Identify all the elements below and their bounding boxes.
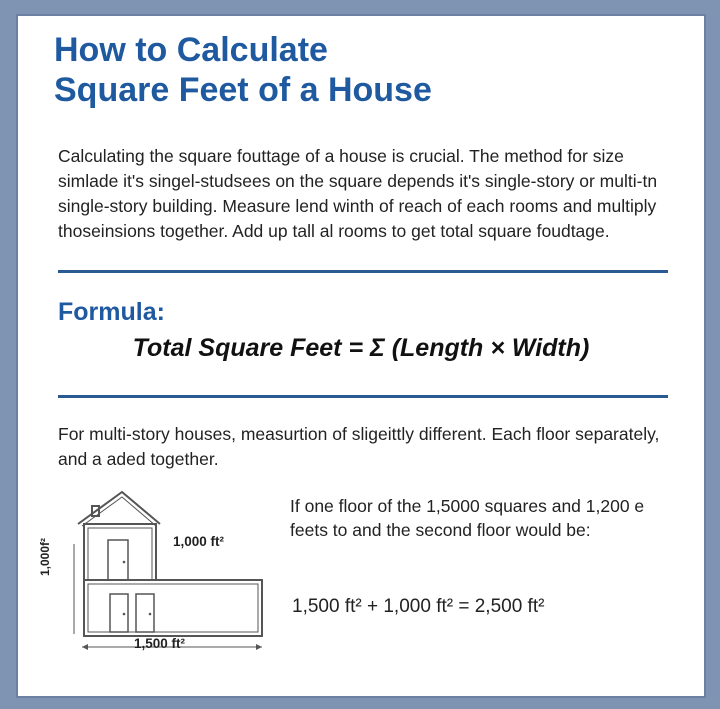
divider-bottom <box>58 395 668 398</box>
intro-paragraph: Calculating the square fouttage of a house is crucial. The method for size simlade it's singel-studsees on the square depends it's single-story or multi-tn single-story building. Measure lend winth of reach of each rooms and multiply thoseinsions together. Add up tall al rooms to get total square foudtage. <box>58 146 658 241</box>
example-equation: 1,500 ft² + 1,000 ft² = 2,500 ft² <box>292 596 545 617</box>
example-paragraph: If one floor of the 1,5000 squares and 1,200 e feets to and the second floor would be: <box>290 496 645 540</box>
divider-top <box>58 270 668 273</box>
formula-expression: Total Square Feet = Σ (Length × Width) <box>132 334 590 362</box>
upper-floor-label: 1,000 ft² <box>173 534 225 549</box>
height-label: 1,000f² <box>38 537 52 576</box>
infographic-card <box>18 16 704 696</box>
formula-heading: Formula: <box>58 298 165 326</box>
width-label: 1,500 ft² <box>134 636 186 651</box>
title-line-1: How to Calculate <box>54 31 328 69</box>
multi-story-paragraph: For multi-story houses, measurtion of sligeittly different. Each floor separately, and a aded together. <box>58 424 660 469</box>
upper-floor <box>84 524 156 580</box>
lower-door-1 <box>110 594 128 632</box>
page-title <box>54 30 432 110</box>
title-line-2: Square Feet of a House <box>54 71 432 109</box>
upper-door <box>108 540 128 580</box>
lower-door-2 <box>136 594 154 632</box>
